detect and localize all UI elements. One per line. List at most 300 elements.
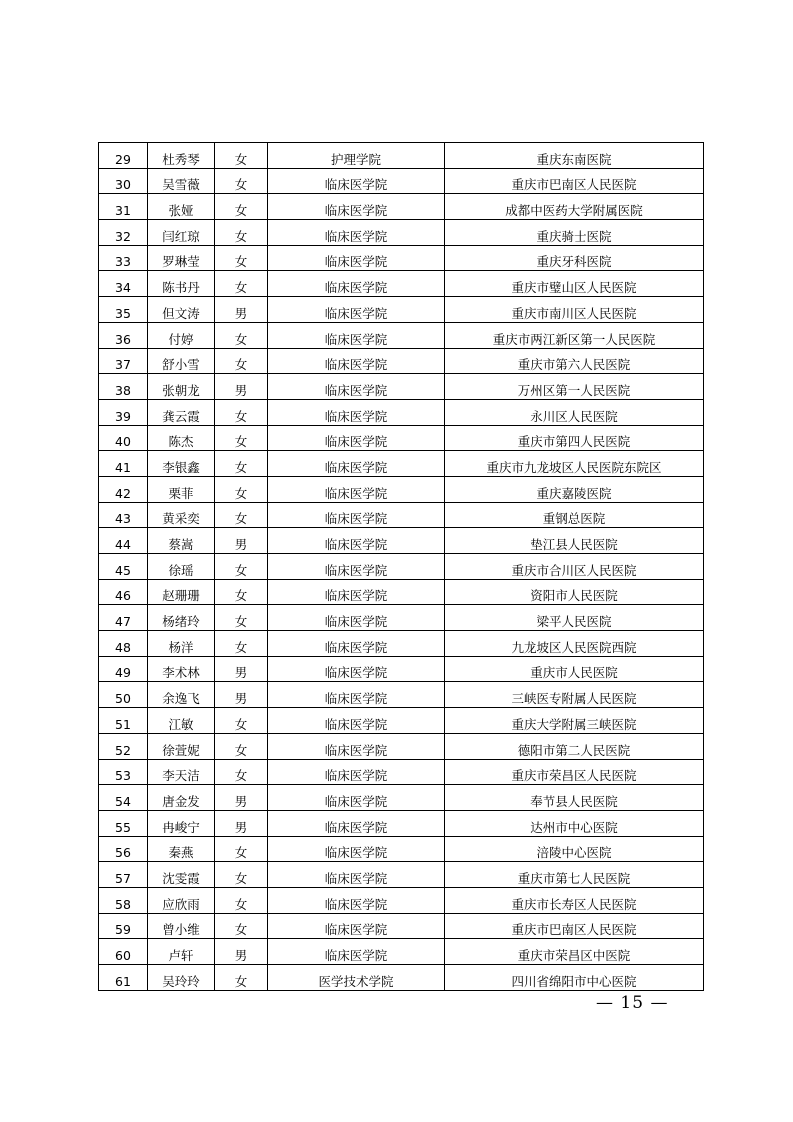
hospital-cell: [445, 476, 704, 502]
table-row: [99, 399, 704, 425]
name-cell-text: 闫红琼: [162, 228, 200, 244]
hospital-cell: [445, 374, 704, 400]
college-cell: [268, 579, 445, 605]
hospital-cell-text: 重钢总医院: [542, 511, 606, 527]
college-cell: [268, 168, 445, 194]
row-number-cell: [99, 399, 148, 425]
gender-cell: [215, 297, 268, 323]
row-number-cell-text: 59: [115, 922, 131, 938]
table-row: [99, 682, 704, 708]
hospital-cell-text: 重庆市两江新区第一人民医院: [492, 331, 656, 347]
row-number-cell: [99, 528, 148, 554]
table-row: [99, 887, 704, 913]
name-cell: [148, 245, 215, 271]
name-cell: [148, 399, 215, 425]
row-number-cell-text: 54: [115, 793, 131, 809]
row-number-cell: [99, 451, 148, 477]
college-cell-text: 临床医学院: [324, 357, 388, 373]
college-cell-text: 临床医学院: [324, 331, 388, 347]
table-row: [99, 425, 704, 451]
college-cell: [268, 297, 445, 323]
gender-cell-text: 女: [234, 357, 248, 373]
table-row: [99, 220, 704, 246]
hospital-cell-text: 重庆骑士医院: [536, 228, 612, 244]
name-cell: [148, 194, 215, 220]
row-number-cell: [99, 554, 148, 580]
gender-cell-text: 女: [234, 408, 248, 424]
gender-cell-text: 男: [234, 665, 248, 681]
college-cell: [268, 528, 445, 554]
hospital-cell: [445, 887, 704, 913]
college-cell-text: 临床医学院: [324, 922, 388, 938]
college-cell: [268, 194, 445, 220]
college-cell-text: 临床医学院: [324, 382, 388, 398]
row-number-cell-text: 29: [115, 151, 131, 167]
gender-cell-text: 女: [234, 511, 248, 527]
table-row: [99, 965, 704, 991]
name-cell: [148, 168, 215, 194]
hospital-cell-text: 重庆市人民医院: [530, 665, 618, 681]
table-row: [99, 708, 704, 734]
college-cell-text: 临床医学院: [324, 434, 388, 450]
name-cell: [148, 605, 215, 631]
name-cell: [148, 759, 215, 785]
name-cell: [148, 682, 215, 708]
page-number: — 15 —: [596, 993, 669, 1013]
roster-table: [98, 142, 704, 991]
college-cell: [268, 759, 445, 785]
name-cell-text: 蔡嵩: [168, 537, 194, 552]
hospital-cell-text: 重庆市合川区人民医院: [511, 562, 637, 578]
hospital-cell: [445, 965, 704, 991]
hospital-cell: [445, 348, 704, 374]
college-cell-text: 临床医学院: [324, 639, 388, 655]
table-row: [99, 836, 704, 862]
name-cell: [148, 913, 215, 939]
gender-cell-text: 女: [234, 896, 248, 912]
gender-cell: [215, 656, 268, 682]
row-number-cell: [99, 245, 148, 271]
college-cell: [268, 451, 445, 477]
gender-cell-text: 女: [234, 151, 248, 167]
hospital-cell-text: 重庆东南医院: [536, 151, 612, 167]
name-cell: [148, 374, 215, 400]
row-number-cell-text: 48: [115, 639, 131, 655]
college-cell: [268, 656, 445, 682]
college-cell-text: 临床医学院: [324, 537, 388, 552]
name-cell: [148, 502, 215, 528]
row-number-cell: [99, 348, 148, 374]
name-cell: [148, 862, 215, 888]
hospital-cell: [445, 682, 704, 708]
name-cell: [148, 554, 215, 580]
name-cell: [148, 887, 215, 913]
name-cell: [148, 476, 215, 502]
table-row: [99, 502, 704, 528]
hospital-cell-text: 九龙坡区人民医院西院: [511, 639, 637, 655]
gender-cell: [215, 528, 268, 554]
college-cell-text: 临床医学院: [324, 511, 388, 527]
gender-cell-text: 女: [234, 742, 248, 758]
college-cell: [268, 939, 445, 965]
name-cell-text: 黄采奕: [162, 511, 200, 527]
name-cell: [148, 451, 215, 477]
name-cell-text: 付婷: [168, 331, 194, 347]
table-row: [99, 785, 704, 811]
gender-cell-text: 女: [234, 485, 248, 501]
hospital-cell: [445, 862, 704, 888]
table-row: [99, 271, 704, 297]
name-cell-text: 龚云霞: [162, 408, 200, 424]
row-number-cell: [99, 502, 148, 528]
name-cell: [148, 733, 215, 759]
gender-cell: [215, 631, 268, 657]
gender-cell-text: 女: [234, 177, 248, 193]
hospital-cell-text: 永川区人民医院: [530, 408, 618, 424]
name-cell-text: 应欣雨: [162, 896, 200, 912]
hospital-cell-text: 重庆大学附属三峡医院: [511, 716, 637, 732]
gender-cell-text: 女: [234, 459, 248, 475]
hospital-cell: [445, 656, 704, 682]
hospital-cell: [445, 554, 704, 580]
hospital-cell-text: 万州区第一人民医院: [517, 382, 631, 398]
hospital-cell: [445, 194, 704, 220]
hospital-cell: [445, 759, 704, 785]
name-cell: [148, 939, 215, 965]
gender-cell-text: 女: [234, 203, 248, 219]
row-number-cell: [99, 425, 148, 451]
college-cell-text: 临床医学院: [324, 305, 388, 321]
table-row: [99, 579, 704, 605]
gender-cell: [215, 810, 268, 836]
college-cell: [268, 476, 445, 502]
college-cell: [268, 374, 445, 400]
name-cell-text: 罗琳莹: [162, 254, 200, 270]
hospital-cell-text: 重庆市南川区人民医院: [511, 305, 637, 321]
gender-cell: [215, 322, 268, 348]
gender-cell: [215, 862, 268, 888]
row-number-cell-text: 30: [115, 177, 131, 193]
hospital-cell-text: 涪陵中心医院: [536, 845, 612, 861]
row-number-cell: [99, 476, 148, 502]
name-cell-text: 陈杰: [168, 434, 194, 450]
hospital-cell: [445, 631, 704, 657]
gender-cell: [215, 348, 268, 374]
hospital-cell: [445, 220, 704, 246]
hospital-cell: [445, 322, 704, 348]
name-cell-text: 张朝龙: [162, 382, 200, 398]
row-number-cell-text: 53: [115, 768, 131, 784]
gender-cell: [215, 785, 268, 811]
row-number-cell-text: 36: [115, 331, 131, 347]
gender-cell: [215, 399, 268, 425]
row-number-cell-text: 61: [115, 973, 131, 989]
college-cell: [268, 631, 445, 657]
hospital-cell: [445, 579, 704, 605]
college-cell-text: 临床医学院: [324, 254, 388, 270]
row-number-cell-text: 38: [115, 382, 131, 398]
table-row: [99, 322, 704, 348]
gender-cell: [215, 476, 268, 502]
gender-cell: [215, 759, 268, 785]
hospital-cell-text: 重庆市九龙坡区人民医院东院区: [486, 459, 662, 475]
college-cell: [268, 810, 445, 836]
name-cell: [148, 631, 215, 657]
hospital-cell-text: 奉节县人民医院: [530, 793, 618, 809]
hospital-cell-text: 重庆市巴南区人民医院: [511, 177, 637, 193]
college-cell: [268, 862, 445, 888]
gender-cell-text: 男: [234, 537, 248, 552]
gender-cell: [215, 168, 268, 194]
college-cell-text: 临床医学院: [324, 588, 388, 604]
name-cell: [148, 965, 215, 991]
row-number-cell: [99, 374, 148, 400]
college-cell-text: 临床医学院: [324, 716, 388, 732]
gender-cell: [215, 605, 268, 631]
gender-cell-text: 女: [234, 434, 248, 450]
name-cell: [148, 348, 215, 374]
college-cell-text: 护理学院: [330, 151, 381, 167]
college-cell-text: 临床医学院: [324, 203, 388, 219]
hospital-cell-text: 重庆市第六人民医院: [517, 357, 631, 373]
college-cell: [268, 502, 445, 528]
gender-cell: [215, 220, 268, 246]
gender-cell-text: 女: [234, 639, 248, 655]
table-row: [99, 913, 704, 939]
table-row: [99, 605, 704, 631]
hospital-cell: [445, 245, 704, 271]
gender-cell-text: 男: [234, 819, 248, 835]
hospital-cell: [445, 605, 704, 631]
gender-cell: [215, 271, 268, 297]
name-cell: [148, 656, 215, 682]
name-cell: [148, 297, 215, 323]
college-cell-text: 临床医学院: [324, 948, 388, 963]
table-row: [99, 631, 704, 657]
college-cell-text: 临床医学院: [324, 280, 388, 296]
college-cell: [268, 708, 445, 734]
row-number-cell: [99, 297, 148, 323]
hospital-cell-text: 德阳市第二人民医院: [517, 742, 631, 758]
table-row: [99, 168, 704, 194]
college-cell: [268, 399, 445, 425]
gender-cell-text: 女: [234, 768, 248, 784]
name-cell-text: 吴雪薇: [162, 177, 200, 193]
name-cell: [148, 143, 215, 169]
row-number-cell-text: 51: [115, 716, 131, 732]
gender-cell: [215, 245, 268, 271]
college-cell: [268, 682, 445, 708]
row-number-cell: [99, 785, 148, 811]
college-cell: [268, 605, 445, 631]
row-number-cell: [99, 682, 148, 708]
name-cell-text: 杨绪玲: [162, 614, 200, 630]
hospital-cell: [445, 733, 704, 759]
name-cell-text: 冉峻宁: [162, 819, 200, 835]
row-number-cell-text: 34: [115, 280, 131, 296]
gender-cell-text: 男: [234, 691, 248, 707]
row-number-cell-text: 37: [115, 357, 131, 373]
college-cell: [268, 425, 445, 451]
row-number-cell-text: 39: [115, 408, 131, 424]
row-number-cell-text: 43: [115, 511, 131, 527]
table-row: [99, 528, 704, 554]
name-cell: [148, 708, 215, 734]
row-number-cell-text: 46: [115, 588, 131, 604]
table-row: [99, 733, 704, 759]
name-cell-text: 余逸飞: [162, 691, 200, 707]
name-cell-text: 李银鑫: [162, 459, 200, 475]
gender-cell: [215, 708, 268, 734]
row-number-cell: [99, 322, 148, 348]
gender-cell: [215, 502, 268, 528]
hospital-cell-text: 重庆市长寿区人民医院: [511, 896, 637, 912]
row-number-cell-text: 57: [115, 870, 131, 886]
hospital-cell-text: 重庆市荣昌区中医院: [517, 948, 631, 963]
college-cell: [268, 785, 445, 811]
college-cell: [268, 836, 445, 862]
table-row: [99, 348, 704, 374]
name-cell-text: 李术林: [162, 665, 200, 681]
row-number-cell: [99, 733, 148, 759]
gender-cell-text: 女: [234, 922, 248, 938]
hospital-cell: [445, 143, 704, 169]
name-cell-text: 李天洁: [162, 768, 200, 784]
row-number-cell-text: 45: [115, 562, 131, 578]
row-number-cell-text: 35: [115, 305, 131, 321]
gender-cell: [215, 913, 268, 939]
college-cell: [268, 348, 445, 374]
gender-cell: [215, 554, 268, 580]
college-cell-text: 临床医学院: [324, 562, 388, 578]
name-cell: [148, 271, 215, 297]
hospital-cell-text: 资阳市人民医院: [530, 588, 618, 604]
name-cell-text: 张娅: [168, 203, 194, 219]
table-row: [99, 476, 704, 502]
hospital-cell-text: 重庆市璧山区人民医院: [511, 280, 637, 296]
gender-cell: [215, 374, 268, 400]
table-row: [99, 656, 704, 682]
college-cell-text: 临床医学院: [324, 691, 388, 707]
name-cell-text: 吴玲玲: [162, 973, 200, 989]
row-number-cell: [99, 913, 148, 939]
row-number-cell-text: 32: [115, 228, 131, 244]
hospital-cell: [445, 168, 704, 194]
college-cell-text: 临床医学院: [324, 665, 388, 681]
hospital-cell: [445, 836, 704, 862]
name-cell-text: 沈雯霞: [162, 870, 200, 886]
row-number-cell-text: 60: [115, 948, 131, 963]
gender-cell: [215, 887, 268, 913]
gender-cell: [215, 965, 268, 991]
college-cell-text: 临床医学院: [324, 845, 388, 861]
hospital-cell: [445, 297, 704, 323]
row-number-cell: [99, 862, 148, 888]
name-cell-text: 但文涛: [162, 305, 200, 321]
college-cell-text: 临床医学院: [324, 768, 388, 784]
row-number-cell: [99, 605, 148, 631]
gender-cell: [215, 194, 268, 220]
row-number-cell: [99, 143, 148, 169]
name-cell-text: 杨洋: [168, 639, 194, 655]
row-number-cell: [99, 168, 148, 194]
name-cell-text: 江敏: [168, 716, 194, 732]
college-cell: [268, 965, 445, 991]
gender-cell: [215, 836, 268, 862]
row-number-cell-text: 31: [115, 203, 131, 219]
name-cell-text: 卢轩: [168, 948, 194, 963]
name-cell: [148, 836, 215, 862]
row-number-cell: [99, 579, 148, 605]
name-cell: [148, 322, 215, 348]
name-cell-text: 曾小维: [162, 922, 200, 938]
hospital-cell-text: 成都中医药大学附属医院: [505, 203, 643, 219]
gender-cell: [215, 939, 268, 965]
college-cell-text: 临床医学院: [324, 614, 388, 630]
row-number-cell-text: 50: [115, 691, 131, 707]
row-number-cell-text: 41: [115, 459, 131, 475]
name-cell-text: 杜秀琴: [162, 151, 200, 167]
gender-cell-text: 男: [234, 948, 248, 963]
college-cell: [268, 913, 445, 939]
row-number-cell: [99, 939, 148, 965]
table-row: [99, 297, 704, 323]
roster-table-body: [99, 143, 704, 991]
row-number-cell-text: 52: [115, 742, 131, 758]
row-number-cell: [99, 631, 148, 657]
name-cell: [148, 579, 215, 605]
row-number-cell-text: 44: [115, 537, 131, 552]
college-cell-text: 医学技术学院: [318, 973, 394, 989]
name-cell-text: 舒小雪: [162, 357, 200, 373]
row-number-cell: [99, 656, 148, 682]
college-cell: [268, 887, 445, 913]
college-cell-text: 临床医学院: [324, 177, 388, 193]
table-row: [99, 143, 704, 169]
hospital-cell-text: 梁平人民医院: [536, 614, 612, 630]
name-cell: [148, 528, 215, 554]
college-cell: [268, 143, 445, 169]
row-number-cell: [99, 708, 148, 734]
row-number-cell-text: 42: [115, 485, 131, 501]
gender-cell-text: 女: [234, 973, 248, 989]
table-row: [99, 759, 704, 785]
hospital-cell-text: 三峡医专附属人民医院: [511, 691, 637, 707]
gender-cell-text: 男: [234, 305, 248, 321]
table-row: [99, 451, 704, 477]
college-cell-text: 临床医学院: [324, 793, 388, 809]
table-row: [99, 810, 704, 836]
hospital-cell: [445, 913, 704, 939]
college-cell-text: 临床医学院: [324, 485, 388, 501]
gender-cell-text: 女: [234, 614, 248, 630]
row-number-cell: [99, 194, 148, 220]
hospital-cell: [445, 708, 704, 734]
college-cell-text: 临床医学院: [324, 408, 388, 424]
name-cell-text: 徐萱妮: [162, 742, 200, 758]
gender-cell-text: 女: [234, 331, 248, 347]
gender-cell: [215, 733, 268, 759]
hospital-cell-text: 四川省绵阳市中心医院: [511, 973, 637, 989]
table-row: [99, 862, 704, 888]
row-number-cell: [99, 271, 148, 297]
name-cell: [148, 785, 215, 811]
college-cell-text: 临床医学院: [324, 896, 388, 912]
college-cell-text: 临床医学院: [324, 870, 388, 886]
name-cell-text: 陈书丹: [162, 280, 200, 296]
hospital-cell: [445, 451, 704, 477]
gender-cell: [215, 425, 268, 451]
